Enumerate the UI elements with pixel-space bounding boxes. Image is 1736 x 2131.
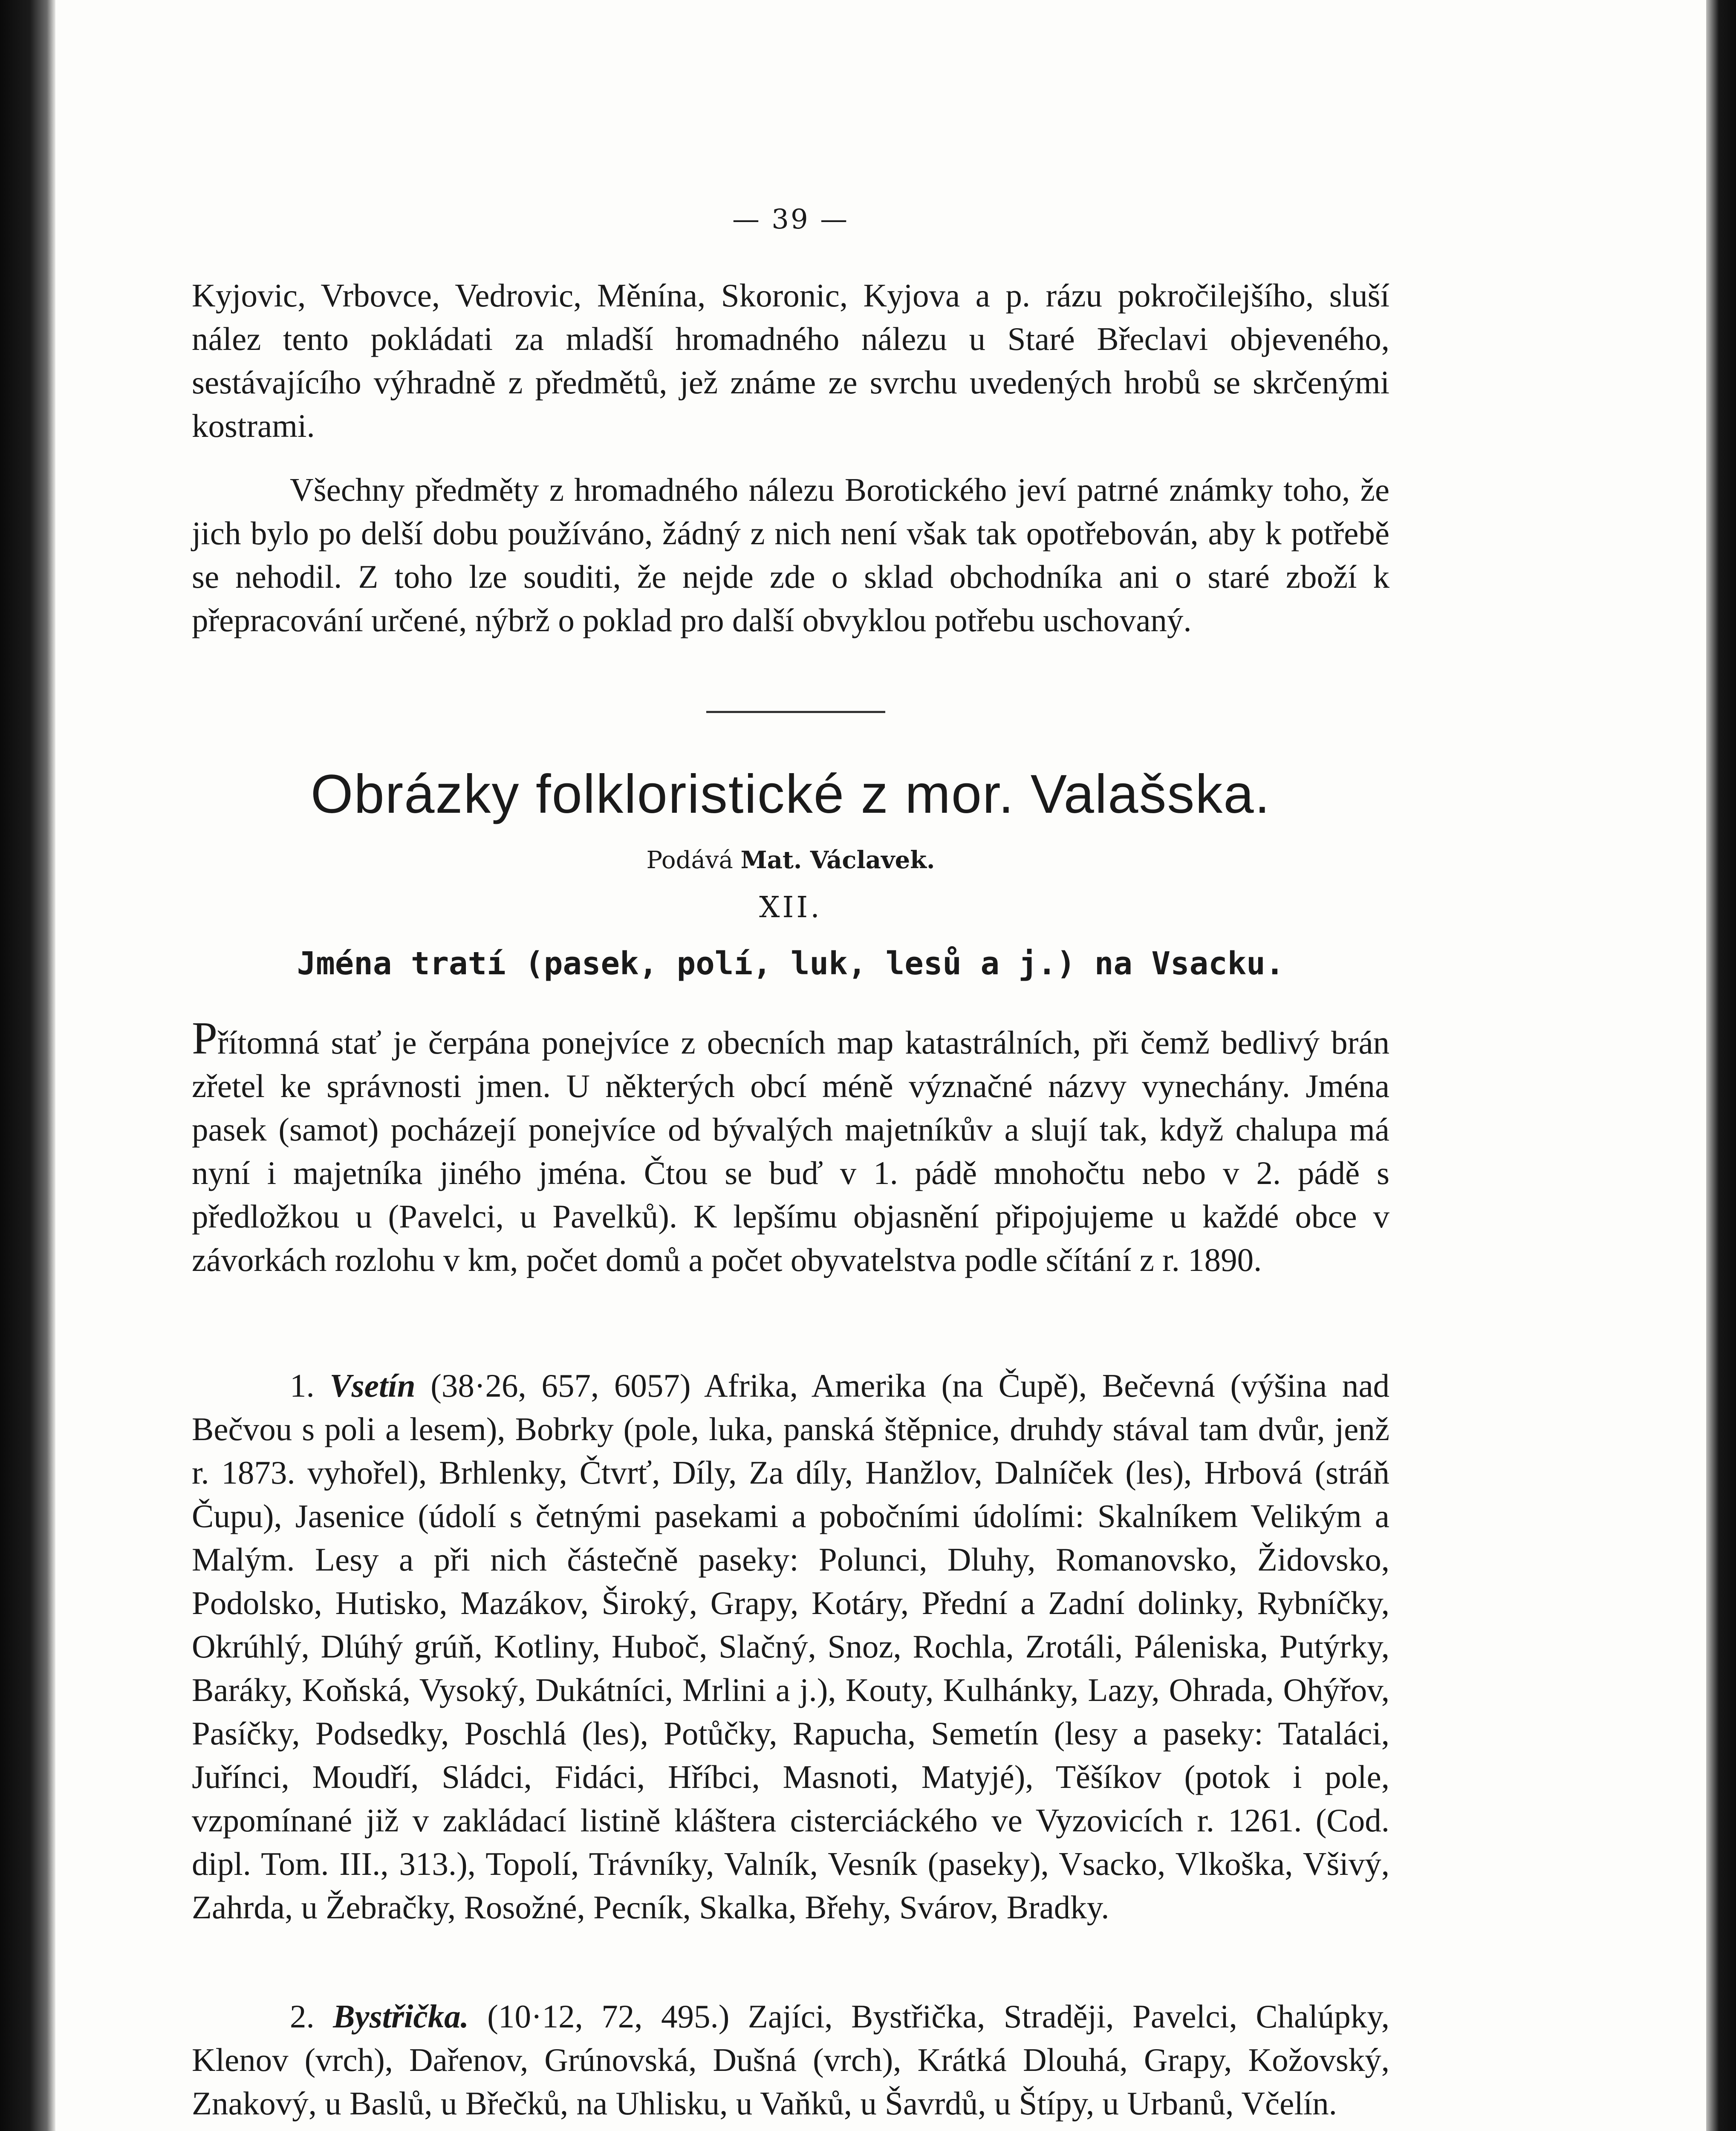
entry-place-name: Vsetín xyxy=(329,1367,416,1404)
entry-paragraph xyxy=(192,1364,1389,1929)
entry-number: 1. xyxy=(290,1367,315,1404)
article-intro-paragraph xyxy=(192,1013,1389,1282)
article-intro-text: řítomná stať je čerpána ponejvíce z obecních map katastrálních, při čemž bedlivý brán zřetel ke správnosti jmen. U některých obcí méně význačné názvy vynechány. Jména pasek (samot) pocházejí ponejvíce od bývalých majetníkův a slují tak, když chalupa má nyní i majetníka jiného jména. Čtou se buď v 1. pádě mnohočtu nebo v 2. pádě s předložkou u (Pavelci, u Pavelků). K lepšímu objasnění připojujeme u každé obce v závorkách rozlohu v km, počet domů a počet obyvatelstva podle sčítání z r. 1890. xyxy=(192,1024,1389,1278)
entry-place-name: Bystřička. xyxy=(333,1998,469,2035)
entry-text: (10·12, 72, 495.) Zajíci, Bystřička, Straději, Pavelci, Chalúpky, Klenov (vrch), Dařenov, Grúnovská, Dušná (vrch), Krátká Dlouhá, Grapy, Kožovský, Znakový, u Baslů, u Břečků, na Uhlisku, u Vaňků, u Šavrdů, u Štípy, u Urbanů, Včelín. xyxy=(192,1998,1389,2122)
author-name: Mat. Václavek. xyxy=(740,846,935,874)
section-number: XII. xyxy=(759,891,822,924)
page-edge-left xyxy=(0,0,55,2131)
article-title: Obrázky folkloristické z mor. Valašska. xyxy=(310,764,1271,825)
intro-paragraph-2: Všechny předměty z hromadného nálezu Borotického jeví patrné známky toho, že jich bylo po delší dobu používáno, žádný z nich není však tak opotřebován, aby k potřebě se nehodil. Z toho lze souditi, že nejde zde o sklad obchodníka ani o staré zboží k přepracování určené, nýbrž o poklad pro další obvyklou potřebu uschovaný. xyxy=(192,471,1389,638)
page-number: — 39 — xyxy=(732,204,849,235)
byline xyxy=(192,846,1389,874)
section-separator xyxy=(706,711,885,713)
byline-prefix: Podává xyxy=(646,846,733,874)
entry-text: (38·26, 657, 6057) Afrika, Amerika (na Čupě), Bečevná (výšina nad Bečvou s poli a lesem), Bobrky (pole, luka, panská štěpnice, druhdy stával tam dvůr, jenž r. 1873. vyhořel), Brhlenky, Čtvrť, Díly, Za díly, Hanžlov, Dalníček (les), Hrbová (stráň Čupu), Jasenice (údolí s četnými pasekami a pobočními údolími: Skalníkem Velikým a Malým. Lesy a při nich částečně paseky: Polunci, Dluhy, Romanovsko, Židovsko, Podolsko, Hutisko, Mazákov, Široký, Grapy, Kotáry, Přední a Zadní dolinky, Rybníčky, Okrúhlý, Dlúhý grúň, Kotliny, Huboč, Slačný, Snoz, Rochla, Zrotáli, Páleniska, Putýrky, Baráky, Koňská, Vysoký, Dukátníci, Mrlini a j.), Kouty, Kulhánky, Lazy, Ohrada, Ohýřov, Pasíčky, Podsedky, Poschlá (les), Potůčky, Rapucha, Semetín (lesy a paseky: Tataláci, Juřínci, Moudří, Sládci, Fidáci, Hříbci, Masnoti, Matyjé), Těšíkov (potok i pole, vzpomínané již v zakládací listině kláštera cisterciáckého ve Vyzovicích r. 1261. (Cod. dipl. Tom. III., 313.), Topolí, Trávníky, Valník, Vesník (paseky), Vsacko, Vlkoška, Všivý, Zahrda, u Žebračky, Rosožné, Pecník, Skalka, Břehy, Svárov, Bradky. xyxy=(192,1367,1390,1926)
intro-paragraph-1: Kyjovic, Vrbovce, Vedrovic, Měnína, Skoronic, Kyjova a p. rázu pokročilejšího, sluší nález tento pokládati za mladší hromadného nálezu u Staré Břeclavi objeveného, sestávajícího výhradně z předmětů, jež známe ze svrchu uvedených hrobů se skrčenými kostrami. xyxy=(192,277,1389,444)
entry-number: 2. xyxy=(290,1998,315,2035)
drop-initial: P xyxy=(192,1013,218,1064)
section-subtitle: Jména tratí (pasek, polí, luk, lesů a j.) na Vsacku. xyxy=(297,945,1285,982)
page-edge-right xyxy=(1706,0,1736,2131)
entry-paragraph xyxy=(192,1995,1389,2125)
